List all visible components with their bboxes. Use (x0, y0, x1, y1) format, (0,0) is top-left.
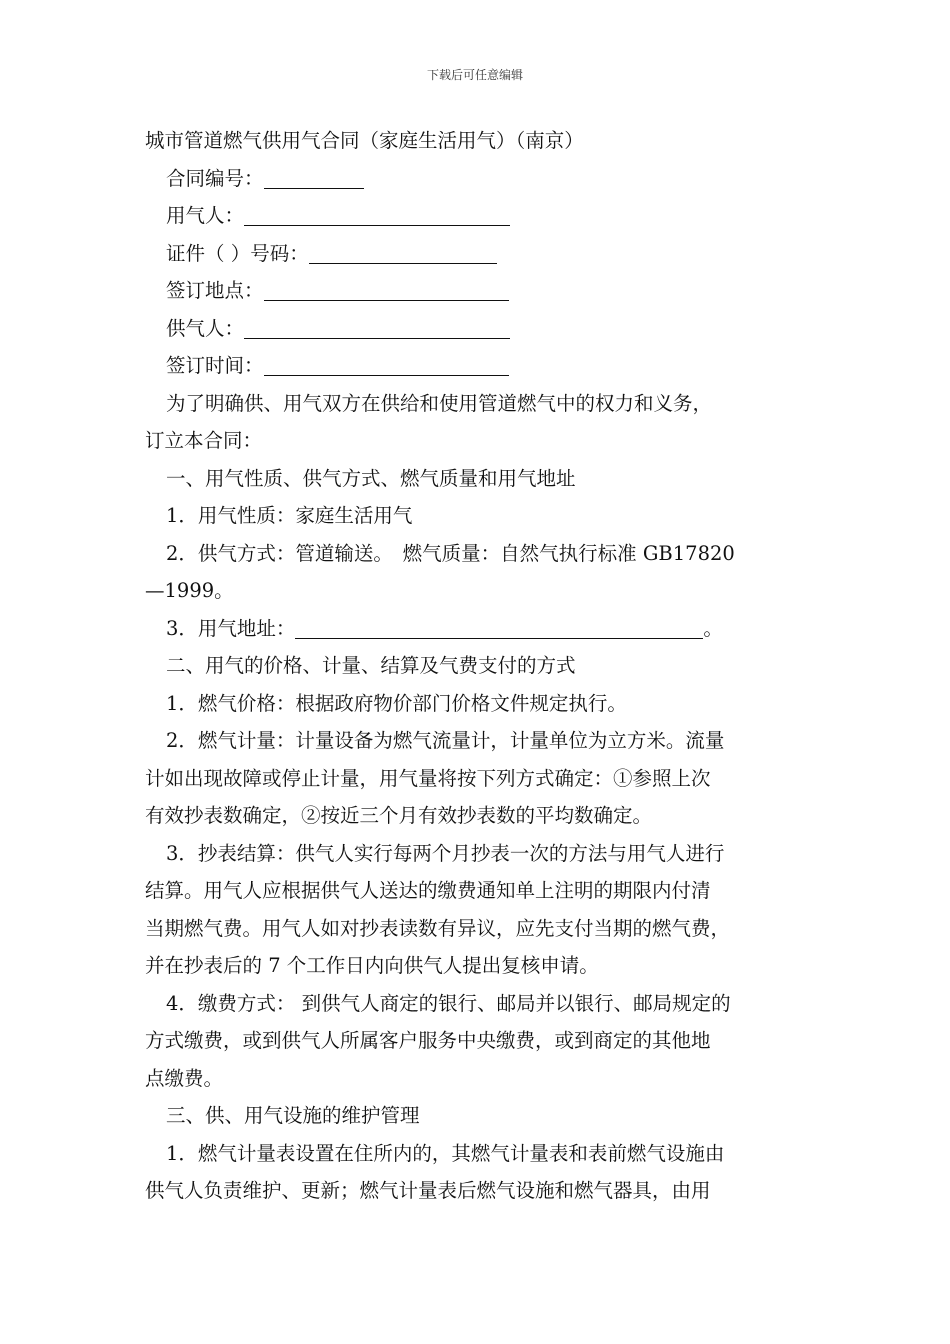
gas-supplier-blank (244, 318, 510, 339)
field-label: 签订地点： (166, 279, 264, 302)
clause-line: 1．燃气计量表设置在住所内的，其燃气计量表和表前燃气设施由 (166, 1141, 725, 1165)
id-number-field (145, 235, 810, 273)
gas-user-field (145, 197, 810, 235)
clause-line: 有效抄表数确定，②按近三个月有效抄表数的平均数确定。 (145, 804, 653, 827)
id-number-blank (309, 243, 497, 264)
gas-address-field (145, 610, 810, 648)
clause-line: 结算。用气人应根据供气人送达的缴费通知单上注明的期限内付清 (145, 879, 711, 902)
section-heading: 三、供、用气设施的维护管理 (166, 1104, 420, 1127)
contract-number-blank (264, 168, 364, 189)
field-label: 签订时间： (166, 354, 264, 377)
clause-line: 并在抄表后的 7 个工作日内向供气人提出复核申请。 (145, 954, 599, 977)
clause-line: 1．用气性质：家庭生活用气 (166, 504, 413, 527)
field-label: 3．用气地址： (166, 616, 296, 640)
document-title: 城市管道燃气供用气合同（家庭生活用气）（南京） (145, 129, 584, 152)
clause-line: 点缴费。 (145, 1066, 224, 1090)
clause-line: 供气人负责维护、更新；燃气计量表后燃气设施和燃气器具，由用 (145, 1179, 711, 1202)
clause-line: 计如出现故障或停止计量，用气量将按下列方式确定：①参照上次 (145, 766, 711, 790)
clause-line: 2．燃气计量：计量设备为燃气流量计，计量单位为立方米。流量 (166, 729, 725, 752)
clause-line: 3．抄表结算：供气人实行每两个月抄表一次的方法与用气人进行 (166, 841, 725, 865)
clause-line: 当期燃气费。用气人如对抄表读数有异议，应先支付当期的燃气费， (145, 916, 731, 940)
section-heading: 二、用气的价格、计量、结算及气费支付的方式 (166, 654, 576, 677)
intro-line: 订立本合同： (145, 429, 263, 452)
section-heading: 一、用气性质、供气方式、燃气质量和用气地址 (166, 466, 576, 490)
gas-user-blank (244, 205, 510, 226)
gas-address-blank (295, 618, 703, 639)
intro-line: 为了明确供、用气双方在供给和使用管道燃气中的权力和义务， (166, 391, 713, 415)
clause-line: 4．缴费方式： 到供气人商定的银行、邮局并以银行、邮局规定的 (166, 991, 731, 1015)
field-label: 用气人： (166, 204, 245, 227)
sign-time-field (145, 347, 810, 385)
field-label: 证件（ ）号码： (166, 241, 309, 265)
field-label: 供气人： (166, 316, 245, 340)
sign-place-field (145, 272, 810, 310)
document-body (145, 122, 810, 1210)
clause-line: 2．供气方式：管道输送。 燃气质量：自然气执行标准 GB17820 (166, 541, 735, 565)
field-label: 合同编号： (166, 166, 264, 190)
header-note: 下载后可任意编辑 (426, 68, 523, 82)
clause-line: 方式缴费，或到供气人所属客户服务中央缴费，或到商定的其他地 (145, 1029, 711, 1052)
sign-place-blank (264, 280, 509, 301)
clause-line: —1999。 (145, 579, 234, 602)
clause-line: 1．燃气价格：根据政府物价部门价格文件规定执行。 (166, 691, 627, 715)
gas-supplier-field (145, 310, 810, 348)
contract-number-field (145, 160, 810, 198)
sign-time-blank (264, 355, 509, 376)
field-end: 。 (703, 616, 723, 640)
